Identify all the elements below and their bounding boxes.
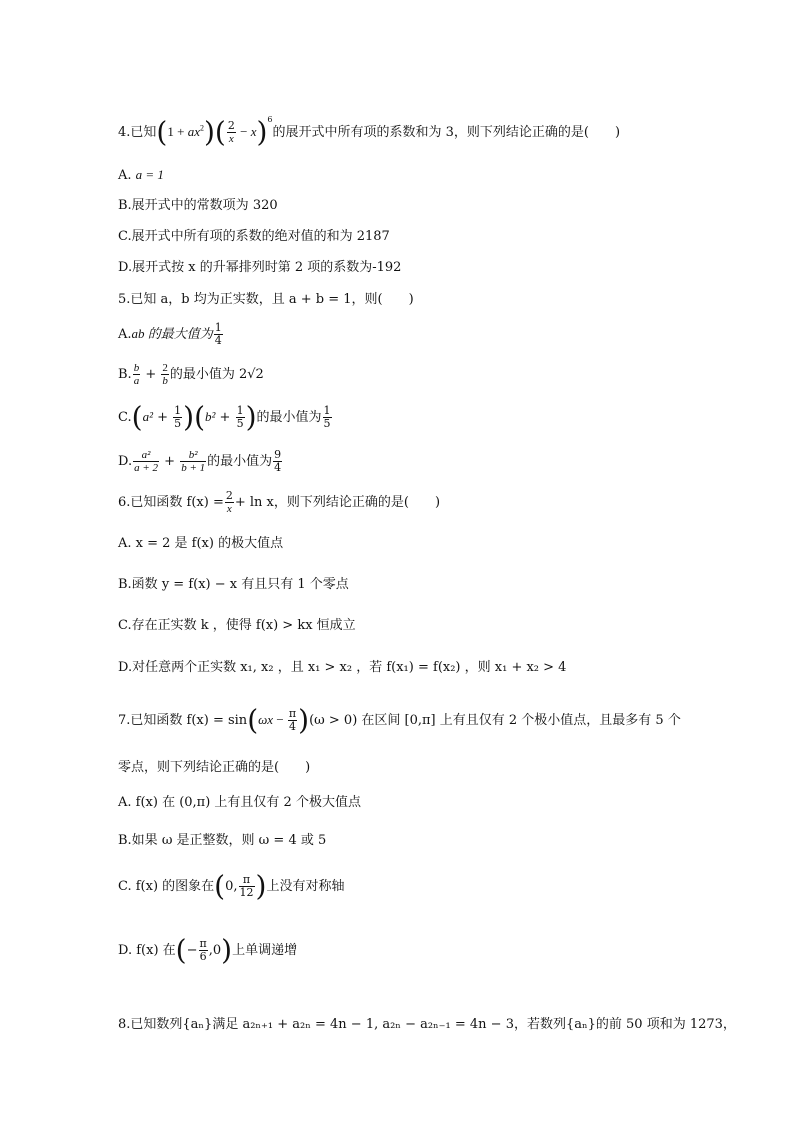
q4-paren-right-2: ) [256,115,268,149]
q4-math-1: $1 + ax^2$ [167,123,204,139]
q4-frac [227,120,236,145]
frac-den: x [228,133,234,145]
frac-num: 1 [236,404,244,417]
q7-option-b: B.如果 ω 是正整数，则 ω = 4 或 5 [118,833,327,848]
q5-option-c-text: 的最小值为 [256,410,322,425]
q5-b-frac1 [133,362,141,387]
zero: ,0 [208,943,222,958]
q4-option-c: C.展开式中所有项的系数的绝对值的和为 2187 [118,229,390,244]
frac-den: 12 [239,886,254,899]
q7-stem-line2: 零点，则下列结论正确的是( ) [118,760,311,775]
frac-num: 2 [227,119,235,132]
q5-option-a-text: ab 的最大值为 [131,326,213,341]
q4-option-d: D.展开式按 x 的升幂排列时第 2 项的系数为-192 [118,260,402,275]
paren-left: ( [131,400,143,434]
q5-option-a-label: A. [118,327,132,342]
frac-den: 5 [323,417,331,430]
q6-option-d: D.对任意两个正实数 x₁, x₂ ，且 x₁ > x₂ ，若 f(x₁) = f(x₂) ，则 x₁ + x₂ > 4 [118,660,567,675]
q4-exponent: 6 [267,115,273,124]
q6-option-b: B.函数 y = f(x) − x 有且只有 1 个零点 [118,577,349,592]
q7-option-d-pre: D. f(x) 在 [118,943,176,958]
frac-num: b² [180,449,206,462]
q5-b-frac2 [161,362,169,387]
q7-option-c-pre: C. f(x) 的图象在 [118,879,215,894]
frac-den: 5 [174,417,182,430]
frac-num: 1 [174,404,182,417]
q5-c-a2: a² [142,409,153,424]
q5-option-a [118,322,224,347]
paren-right: ) [298,703,310,737]
frac-den: 4 [274,461,282,474]
frac-den: 6 [199,950,207,963]
q5-d-frac1 [133,449,159,474]
q5-a-frac [214,322,223,347]
frac-den: 5 [236,417,244,430]
q4-option-a-math: a = 1 [135,167,164,182]
q5-c-b2: b² [205,409,216,424]
q5-c-frac3 [323,405,332,430]
frac-num: π [239,874,255,887]
q7-option-c [118,869,345,903]
frac-num: 1 [214,321,222,334]
paren-right: ) [255,869,267,903]
q5-c-frac2 [236,405,245,430]
q7-option-c-post: 上没有对称轴 [266,879,345,894]
paren-right: ) [245,400,257,434]
paren-left: ( [214,869,226,903]
q8-stem: 8.已知数列{aₙ}满足 a₂ₙ₊₁ + a₂ₙ = 4n − 1, a₂ₙ − a₂ₙ₋₁ = 4n − 3，若数列{aₙ}的前 50 项和为 1273， [118,1017,736,1032]
q7-c-frac [239,874,255,899]
q7-option-d-post: 上单调递增 [232,943,298,958]
q4-option-b: B.展开式中的常数项为 320 [118,198,278,213]
q7-option-d [118,933,298,967]
frac-den: x [226,503,232,515]
q6-stem-pre: 6.已知函数 f(x) = [118,495,224,510]
q6-option-a: A. x = 2 是 f(x) 的极大值点 [118,536,284,551]
q5-option-b-text: 的最小值为 2√2 [169,367,264,382]
frac-den: b [162,375,168,387]
q7-frac [288,708,297,733]
q7-stem-pre: 7.已知函数 f(x) = sin [118,713,248,728]
paren-right: ) [183,400,195,434]
q5-option-d-text: 的最小值为 [207,454,273,469]
q7-stem [118,703,681,737]
q5-option-d-label: D. [118,454,133,469]
q4-option-a [118,167,164,184]
frac-den: 4 [289,720,297,733]
q4-suffix: 的展开式中所有项的系数和为 3，则下列结论正确的是( ) [272,125,621,140]
zero: 0, [225,879,238,894]
q6-stem [118,490,440,515]
frac-den: b + 1 [181,462,206,474]
q5-option-c-label: C. [118,410,132,425]
q4-paren-left: ( [156,115,168,149]
q4-prefix: 4.已知 [118,125,157,140]
q4-option-a-label: A. [118,168,136,183]
q7-omega-x: ωx − [258,712,284,727]
q5-option-b-label: B. [118,367,132,382]
frac-den: a + 2 [134,462,159,474]
frac-num: b [133,362,140,374]
q5-option-b: B. $\frac{b}{a}$ + $\frac{2}{b}$ 的最小值为 2√2 [118,362,264,387]
q4-paren-right: ) [203,115,215,149]
frac-num: 9 [274,448,282,461]
q4-stem [118,112,621,149]
q5-d-frac3 [273,449,282,474]
paren-left: ( [175,933,187,967]
q7-stem-post: (ω > 0) 在区间 [0,π] 上有且仅有 2 个极小值点，且最多有 5 个 [309,713,681,728]
q5-stem: 5.已知 a，b 均为正实数，且 a + b = 1，则( ) [118,292,414,307]
frac-num: a² [133,449,159,462]
paren-right: ) [221,933,233,967]
q7-d-frac [199,938,208,963]
q7-option-a: A. f(x) 在 (0,π) 上有且仅有 2 个极大值点 [118,795,361,810]
q5-d-frac2 [180,449,206,474]
frac-num: 2 [225,489,233,502]
frac-den: a [133,375,140,387]
q5-option-c: C.(a² + $\frac{1}{5}$ )(b² + $\frac{1}{5}$ )的最小值为 $\frac{1}{5}$ [118,400,331,434]
q5-c-frac1 [173,405,182,430]
q6-option-c: C.存在正实数 k ，使得 f(x) > kx 恒成立 [118,618,356,633]
frac-num: π [288,707,297,720]
frac-num: π [199,937,207,950]
paren-left: ( [194,400,206,434]
q6-frac [225,490,234,515]
frac-num: 2 [162,362,168,374]
frac-den: 4 [214,334,222,347]
q4-minus-x: − x [236,124,257,139]
q6-stem-post: + ln x，则下列结论正确的是( ) [234,495,441,510]
q4-paren-left-2: ( [214,115,226,149]
q5-option-d: D. $\frac{\text{a²}}{a + 2}$ + $\frac{\text{b²}}{b + 1}$ 的最小值为 $\frac{9}{4}$ [118,448,282,474]
paren-left: ( [247,703,259,737]
frac-num: 1 [323,404,331,417]
minus: − [186,943,198,958]
